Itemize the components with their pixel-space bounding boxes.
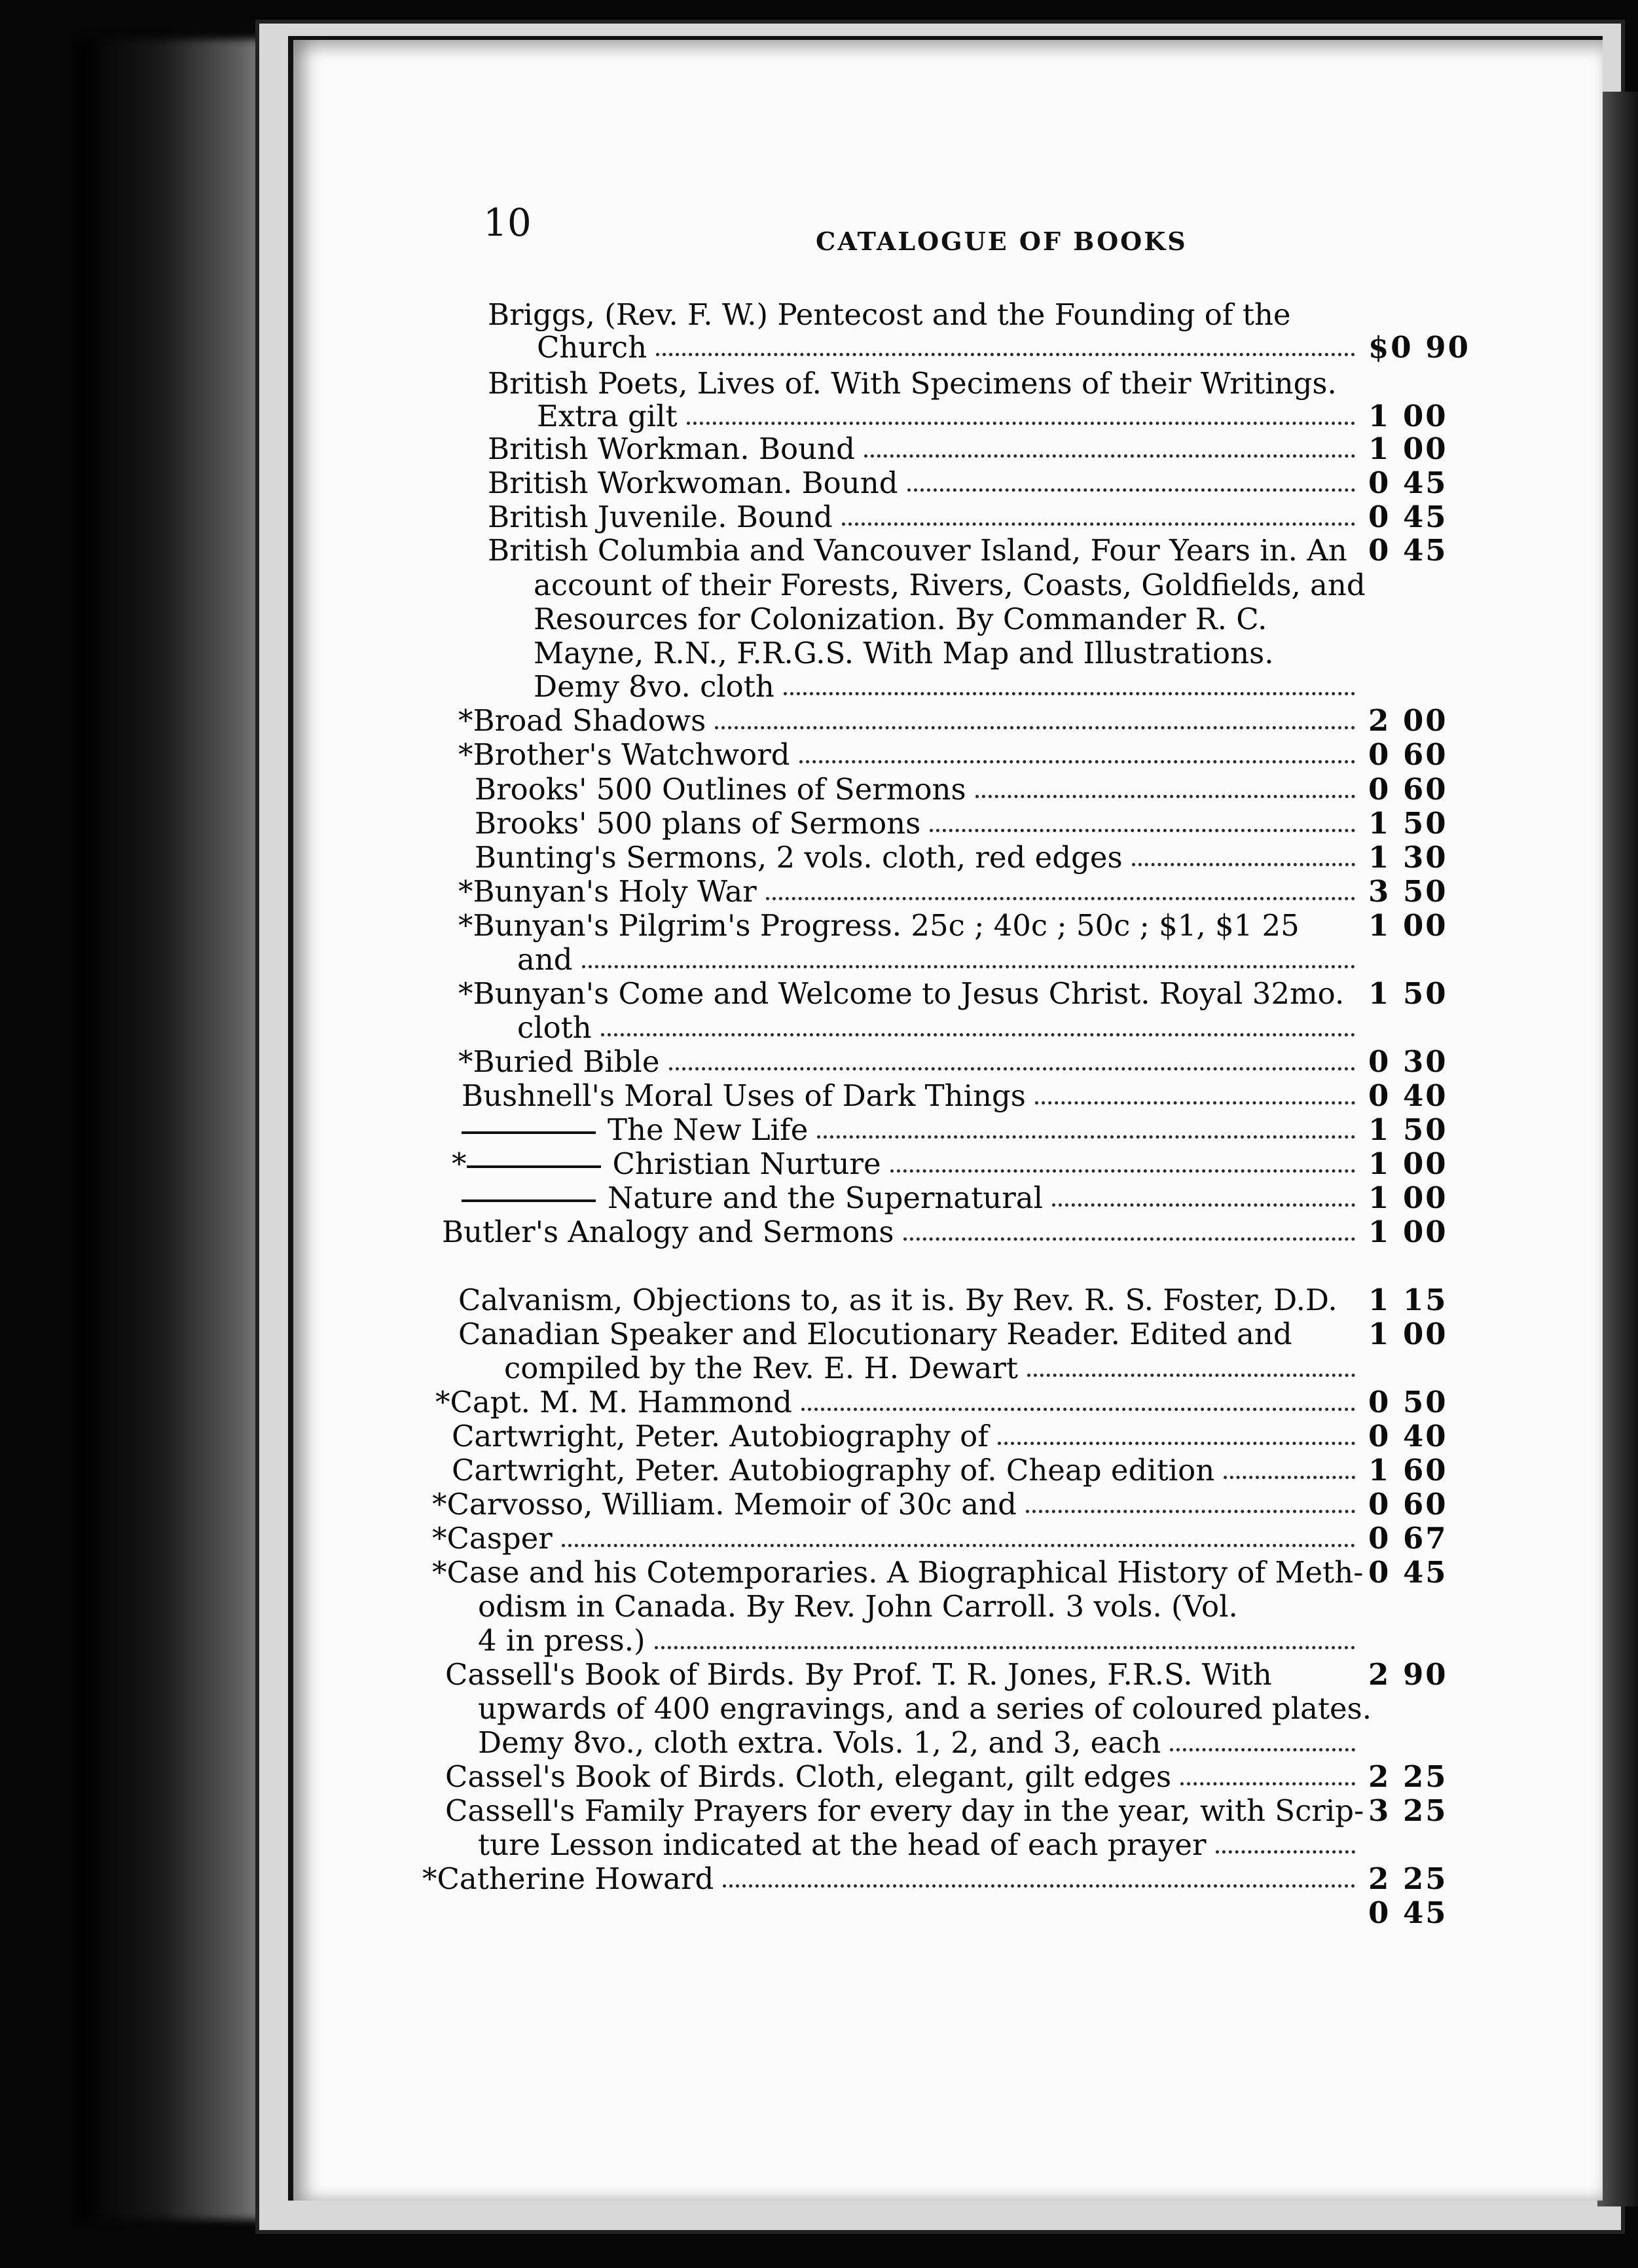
dot-leader (766, 884, 1355, 900)
catalogue-line (0, 909, 1506, 943)
dot-leader (799, 747, 1355, 763)
entry-text: account of their Forests, Rivers, Coasts, Goldfields, and (534, 568, 1366, 602)
dot-leader (655, 1633, 1355, 1649)
entry-text: *Bunyan's Holy War (458, 874, 757, 909)
entry-title (534, 602, 1267, 636)
entry-price: 0 40 (1368, 1078, 1448, 1113)
entry-title (537, 399, 678, 433)
ditto-rule (467, 1165, 601, 1168)
catalogue-line (0, 875, 1506, 909)
entry-text: Brooks' 500 plans of Sermons (475, 806, 921, 841)
catalogue-line (0, 534, 1506, 568)
dot-leader (864, 441, 1355, 458)
catalogue-line (0, 432, 1506, 466)
catalogue-line (0, 773, 1506, 807)
entry-text: British Columbia and Vancouver Island, Four Years in. An (488, 533, 1347, 568)
entry-title (442, 1215, 894, 1249)
entry-text: Canadian Speaker and Elocutionary Reader. Edited and (458, 1317, 1292, 1351)
catalogue-line (0, 1590, 1506, 1624)
entry-text: Demy 8vo., cloth extra. Vols. 1, 2, and 3, each (478, 1725, 1161, 1760)
entry-text: British Juvenile. Bound (488, 500, 833, 534)
dot-leader (582, 952, 1355, 968)
catalogue-line (0, 1045, 1506, 1079)
entry-price: 1 00 (1368, 1215, 1448, 1249)
entry-price: 1 00 (1368, 431, 1448, 466)
catalogue-line (0, 1419, 1506, 1454)
catalogue-line (0, 367, 1506, 401)
dot-leader (1224, 1463, 1355, 1479)
entry-title (478, 1624, 646, 1658)
catalogue-line (0, 1828, 1506, 1862)
entry-title (534, 636, 1274, 670)
entry-price: 2 00 (1368, 703, 1448, 738)
entry-price: 2 90 (1368, 1657, 1448, 1692)
catalogue-line (0, 1658, 1506, 1692)
entry-text: Cartwright, Peter. Autobiography of (452, 1419, 989, 1454)
entry-title (445, 1794, 1364, 1828)
entry-title (488, 534, 1347, 568)
entry-title (422, 1862, 714, 1896)
entry-title (458, 977, 1344, 1011)
entry-price: 0 60 (1368, 737, 1448, 772)
entry-price: 3 25 (1368, 1793, 1448, 1828)
entry-price: 1 00 (1368, 399, 1448, 433)
entry-text: Nature and the Supernatural (608, 1180, 1044, 1215)
entry-title (462, 1079, 1026, 1113)
entry-price: 2 25 (1368, 1759, 1448, 1794)
entry-text: Church (537, 330, 647, 365)
catalogue-line (0, 1522, 1506, 1556)
entry-price: 0 60 (1368, 1487, 1448, 1522)
entry-title (488, 432, 855, 466)
entry-price: 0 67 (1368, 1521, 1448, 1556)
catalogue-line (0, 1624, 1506, 1658)
entry-text: Butler's Analogy and Sermons (442, 1215, 894, 1249)
dot-leader (1035, 1088, 1355, 1105)
entry-price: 1 30 (1368, 840, 1448, 875)
entry-title (452, 1454, 1214, 1488)
dot-leader (1216, 1837, 1355, 1854)
entry-title (488, 500, 833, 534)
dot-leader (1132, 850, 1355, 866)
dot-leader (1026, 1497, 1355, 1513)
entry-text: cloth (517, 1010, 592, 1045)
entry-title (517, 943, 573, 977)
entry-price: 0 45 (1368, 1895, 1448, 1930)
entry-price: 1 50 (1368, 1112, 1448, 1147)
dot-leader (715, 713, 1355, 729)
catalogue-line (0, 1692, 1506, 1726)
entry-title (475, 807, 920, 841)
entry-title (488, 298, 1291, 332)
dot-leader (907, 475, 1355, 492)
entry-text: British Workwoman. Bound (488, 466, 898, 500)
catalogue-line (0, 1488, 1506, 1522)
catalogue-line (0, 1351, 1506, 1385)
entry-text: Resources for Colonization. By Commander R. C. (534, 602, 1267, 636)
entry-text: *Casper (432, 1521, 553, 1556)
entry-text: Extra gilt (537, 399, 678, 433)
entry-text: 4 in press.) (478, 1623, 646, 1658)
entry-price: 0 45 (1368, 500, 1448, 534)
dot-leader (562, 1531, 1355, 1547)
ditto-rule (462, 1199, 596, 1202)
entry-price: 0 45 (1368, 466, 1448, 500)
entry-price: 0 60 (1368, 772, 1448, 807)
catalogue-line (0, 670, 1506, 704)
catalogue-line (0, 399, 1506, 433)
dot-leader (656, 340, 1355, 356)
entry-text: odism in Canada. By Rev. John Carroll. 3 vols. (Vol. (478, 1589, 1238, 1624)
entry-text: *Catherine Howard (422, 1861, 714, 1896)
entry-text: *Bunyan's Come and Welcome to Jesus Christ. Royal 32mo. (458, 976, 1345, 1011)
entry-title (537, 331, 647, 365)
catalogue-line (0, 1181, 1506, 1215)
dot-leader (842, 509, 1355, 526)
entry-text: Cassell's Family Prayers for every day in the year, with Scrip- (445, 1793, 1364, 1828)
entry-title (478, 1692, 1372, 1726)
catalogue-line (0, 1011, 1506, 1045)
entry-text: Cassel's Book of Birds. Cloth, elegant, gilt edges (445, 1759, 1172, 1794)
catalogue-line (0, 1794, 1506, 1828)
entry-title (432, 1556, 1363, 1590)
entry-text: *Carvosso, William. Memoir of 30c and (432, 1487, 1017, 1522)
entry-text: Briggs, (Rev. F. W.) Pentecost and the Founding of the (488, 297, 1291, 332)
dot-leader (998, 1429, 1355, 1445)
catalogue-line (0, 841, 1506, 875)
entry-title (458, 1317, 1292, 1351)
catalogue-line (0, 1760, 1506, 1794)
entry-title (504, 1351, 1018, 1385)
catalogue-line (0, 298, 1506, 332)
entry-title (475, 773, 966, 807)
entry-title (432, 1488, 1017, 1522)
entry-price: 1 00 (1368, 1180, 1448, 1215)
entry-text: Mayne, R.N., F.R.G.S. With Map and Illustrations. (534, 636, 1274, 670)
entry-title (458, 1045, 660, 1079)
catalogue-line (0, 1726, 1506, 1760)
entry-title (452, 1419, 989, 1454)
catalogue-line (0, 1079, 1506, 1113)
dot-leader (1027, 1361, 1355, 1377)
entry-price: 0 30 (1368, 1044, 1448, 1079)
entry-title (432, 1522, 553, 1556)
entry-title (488, 367, 1337, 401)
dot-leader (930, 816, 1355, 832)
catalogue-line (0, 977, 1506, 1011)
catalogue-line (0, 500, 1506, 534)
entry-title (458, 909, 1300, 943)
catalogue-line (0, 943, 1506, 977)
entry-text: *Capt. M. M. Hammond (435, 1385, 792, 1419)
entry-text: *Case and his Cotemporaries. A Biographical History of Meth- (432, 1555, 1364, 1590)
entry-title (435, 1385, 792, 1419)
entry-text: Cartwright, Peter. Autobiography of. Cheap edition (452, 1453, 1215, 1488)
entry-text: and (517, 942, 573, 977)
dot-leader (890, 1156, 1355, 1173)
entry-title (534, 568, 1366, 602)
entry-title (488, 466, 898, 500)
entry-text: *Broad Shadows (458, 703, 706, 738)
entry-text: Cassell's Book of Birds. By Prof. T. R. Jones, F.R.S. With (445, 1657, 1272, 1692)
entry-title (478, 1590, 1238, 1624)
entry-text: British Poets, Lives of. With Specimens of their Writings. (488, 366, 1337, 401)
dot-leader (601, 1020, 1355, 1036)
catalogue-line (0, 1454, 1506, 1488)
page-number: 10 (483, 200, 532, 245)
dot-leader (723, 1871, 1355, 1888)
dot-leader (1052, 1190, 1355, 1207)
entry-title (458, 704, 706, 738)
entry-price: 1 00 (1368, 1146, 1448, 1181)
entry-price: 2 25 (1368, 1861, 1448, 1896)
dot-leader (817, 1122, 1355, 1139)
catalogue-line (0, 807, 1506, 841)
dot-leader (669, 1054, 1355, 1070)
catalogue-line (0, 602, 1506, 636)
entry-price: 3 50 (1368, 874, 1448, 909)
asterisk-mark: * (452, 1146, 467, 1181)
entry-text: Christian Nurture (612, 1146, 881, 1181)
catalogue-line (0, 466, 1506, 500)
catalogue-line (0, 331, 1506, 365)
catalogue-line (0, 1896, 1506, 1930)
entry-title (458, 738, 790, 772)
entry-price: 1 50 (1368, 806, 1448, 841)
entry-price: 0 45 (1368, 1555, 1448, 1590)
entry-price: $0 90 (1368, 330, 1470, 365)
dot-leader (1170, 1735, 1355, 1751)
catalogue-line (0, 1147, 1506, 1181)
dot-leader (801, 1395, 1355, 1411)
page-edge (1597, 92, 1638, 2206)
entry-title (478, 1726, 1161, 1760)
entry-price: 1 15 (1368, 1283, 1448, 1317)
dot-leader (975, 782, 1355, 798)
dot-leader (903, 1224, 1355, 1241)
catalogue-line (0, 1283, 1506, 1317)
entry-text: upwards of 400 engravings, and a series of coloured plates. (478, 1691, 1372, 1726)
catalogue-line (0, 568, 1506, 602)
entry-title (452, 1147, 881, 1181)
catalogue-line (0, 636, 1506, 670)
catalogue-line (0, 738, 1506, 772)
entry-text: British Workman. Bound (488, 431, 855, 466)
entry-title (445, 1658, 1272, 1692)
entry-title (445, 1760, 1171, 1794)
catalogue-line (0, 1215, 1506, 1249)
running-head: CATALOGUE OF BOOKS (816, 227, 1188, 256)
entry-text: Calvanism, Objections to, as it is. By Rev. R. S. Foster, D.D. (458, 1283, 1338, 1317)
entry-title (534, 670, 774, 704)
entry-text: Demy 8vo. cloth (534, 669, 774, 704)
entry-text: Bunting's Sermons, 2 vols. cloth, red edges (475, 840, 1123, 875)
entry-text: *Brother's Watchword (458, 737, 790, 772)
catalogue-line (0, 1556, 1506, 1590)
dot-leader (1180, 1769, 1355, 1785)
entry-title (475, 841, 1123, 875)
entry-price: 1 50 (1368, 976, 1448, 1011)
entry-price: 1 00 (1368, 1317, 1448, 1351)
entry-text: *Bunyan's Pilgrim's Progress. 25c ; 40c ; 50c ; $1, $1 25 (458, 908, 1300, 943)
entry-text: *Buried Bible (458, 1044, 660, 1079)
ditto-rule (462, 1131, 596, 1134)
entry-title (517, 1011, 592, 1045)
catalogue-line (0, 1385, 1506, 1419)
dot-leader (687, 409, 1355, 425)
entry-text: Brooks' 500 Outlines of Sermons (475, 772, 966, 807)
entry-price: 0 50 (1368, 1385, 1448, 1419)
entry-title (458, 1283, 1338, 1317)
entry-text: The New Life (608, 1112, 809, 1147)
catalogue-line (0, 704, 1506, 738)
catalogue-line (0, 1317, 1506, 1351)
dot-leader (784, 679, 1355, 695)
entry-title (478, 1828, 1207, 1862)
entry-text: ture Lesson indicated at the head of each prayer (478, 1827, 1207, 1862)
entry-text: Bushnell's Moral Uses of Dark Things (462, 1078, 1026, 1113)
catalogue-line (0, 1862, 1506, 1896)
entry-price: 0 40 (1368, 1419, 1448, 1454)
entry-text: compiled by the Rev. E. H. Dewart (504, 1351, 1018, 1385)
entry-price: 1 60 (1368, 1453, 1448, 1488)
entry-title (458, 875, 757, 909)
entry-price: 0 45 (1368, 533, 1448, 568)
entry-title (462, 1181, 1043, 1215)
entry-price: 1 00 (1368, 908, 1448, 943)
catalogue-line (0, 1113, 1506, 1147)
entry-title (462, 1113, 808, 1147)
